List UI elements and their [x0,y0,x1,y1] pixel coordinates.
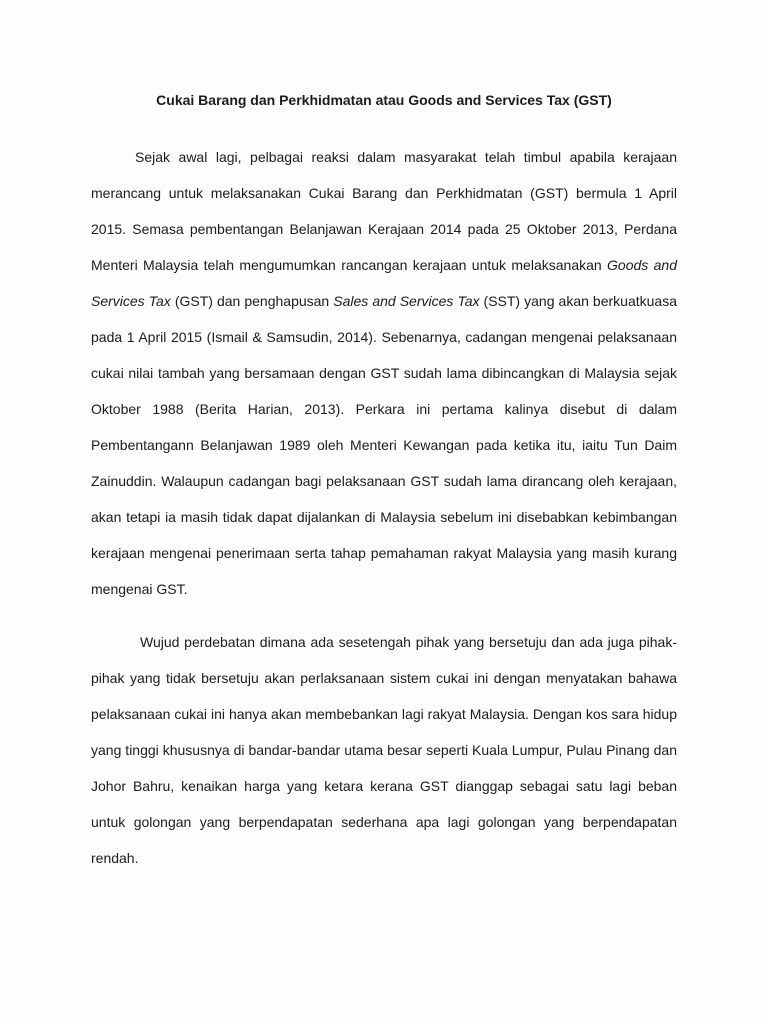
paragraph-1-text-2: (GST) dan penghapusan [170,293,334,309]
paragraph-1-italic-gst: Goods and Services Tax [91,257,677,309]
document-title: Cukai Barang dan Perkhidmatan atau Goods and Services Tax (GST) [156,92,612,108]
document-body [91,90,677,876]
paragraph-2-text-1: Wujud perdebatan dimana ada sesetengah pihak yang bersetuju dan ada juga pihak-pihak yang tidak bersetuju akan perlaksanaan sistem cukai ini dengan menyatakan bahawa pelaksanaan cukai ini hanya akan membebankan lagi rakyat Malaysia. Dengan kos sara hidup yang tinggi khususnya di bandar-bandar utama besar seperti Kuala Lumpur, Pulau Pinang dan Johor Bahru, kenaikan harga yang ketara kerana GST dianggap sebagai satu lagi beban untuk golongan yang berpendapatan sederhana apa lagi golongan yang berpendapatan rendah. [91,634,677,866]
paragraph-1-italic-sst: Sales and Services Tax [333,293,480,309]
paragraph-1-text-3: (SST) yang akan berkuatkuasa pada 1 April 2015 (Ismail & Samsudin, 2014). Sebenarnya, cadangan mengenai pelaksanaan cukai nilai tambah yang bersamaan dengan GST sudah lama dibincangkan di Malaysia sejak Oktober 1988 (Berita Harian, 2013). Perkara ini pertama kalinya disebut di dalam Pembentangann Belanjawan 1989 oleh Menteri Kewangan pada ketika itu, iaitu Tun Daim Zainuddin. Walaupun cadangan bagi pelaksanaan GST sudah lama dirancang oleh kerajaan, akan tetapi ia masih tidak dapat dijalankan di Malaysia sebelum ini disebabkan kebimbangan kerajaan mengenai penerimaan serta tahap pemahaman rakyat Malaysia yang masih kurang mengenai GST. [91,293,677,597]
paragraph-1-text-1: Sejak awal lagi, pelbagai reaksi dalam masyarakat telah timbul apabila kerajaan merancang untuk melaksanakan Cukai Barang dan Perkhidmatan (GST) bermula 1 April 2015. Semasa pembentangan Belanjawan Kerajaan 2014 pada 25 Oktober 2013, Perdana Menteri Malaysia telah mengumumkan rancangan kerajaan untuk melaksanakan [91,149,677,273]
paragraph-2 [91,624,677,876]
paragraph-1 [91,139,677,607]
